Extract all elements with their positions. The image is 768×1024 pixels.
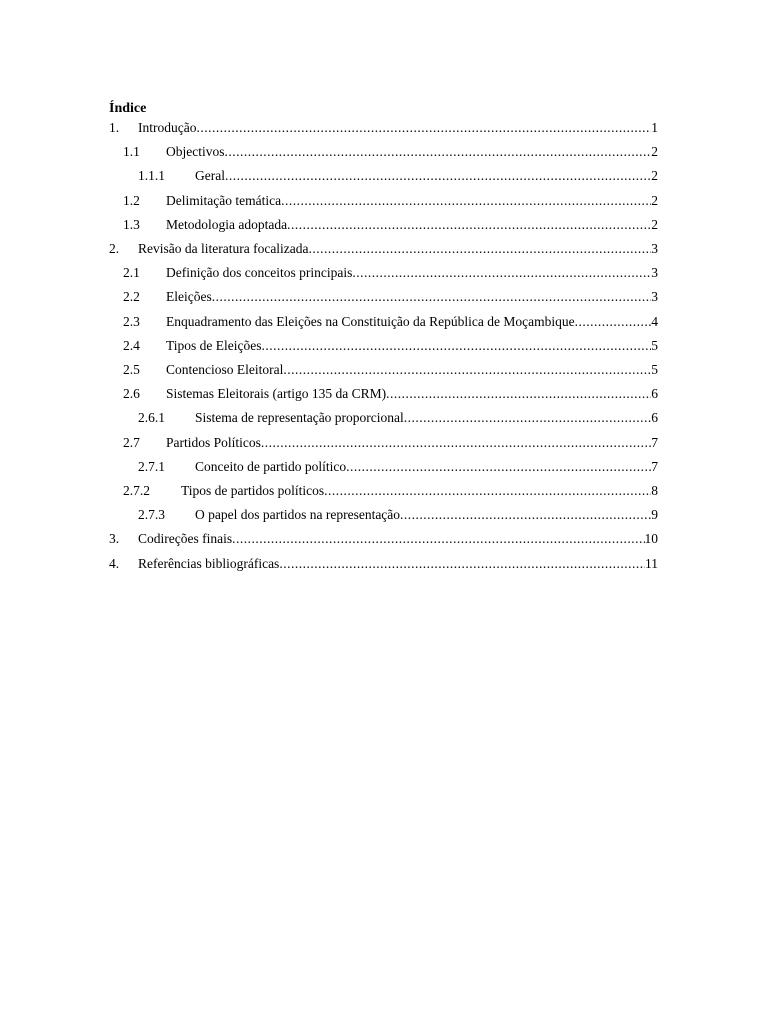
toc-entry[interactable] bbox=[109, 530, 658, 548]
toc-entry-line bbox=[138, 530, 658, 548]
toc-entry-page-number: 6 bbox=[651, 410, 658, 426]
toc-entry-line bbox=[166, 434, 658, 452]
toc-entry-page-number: 6 bbox=[651, 386, 658, 402]
toc-entry-number: 1. bbox=[109, 120, 120, 135]
toc-entry-number: 1.1 bbox=[123, 144, 140, 160]
toc-entry-line bbox=[166, 337, 658, 355]
toc-entry-line bbox=[166, 385, 658, 403]
dot-leader bbox=[212, 288, 652, 306]
dot-leader bbox=[352, 264, 651, 282]
toc-entry[interactable] bbox=[138, 458, 658, 476]
dot-leader bbox=[400, 506, 651, 524]
toc-entry[interactable] bbox=[109, 119, 658, 137]
toc-entry-page-number: 11 bbox=[645, 555, 658, 571]
toc-entry-number: 1.1.1 bbox=[138, 168, 165, 184]
toc-entry-label: Partidos Políticos bbox=[166, 434, 261, 450]
toc-entry-line bbox=[166, 313, 658, 331]
toc-entry-page-number: 5 bbox=[651, 362, 658, 377]
dot-leader bbox=[196, 119, 651, 137]
toc-entry-line bbox=[195, 506, 658, 524]
toc-entry[interactable] bbox=[123, 361, 658, 379]
toc-entry[interactable] bbox=[109, 555, 658, 573]
dot-leader bbox=[575, 313, 652, 331]
toc-entry-number: 2.4 bbox=[123, 337, 140, 353]
toc-entry[interactable] bbox=[123, 482, 658, 500]
toc-entry-number: 2.6 bbox=[123, 386, 140, 402]
toc-entry-number: 2.6.1 bbox=[138, 410, 165, 426]
toc-entry[interactable] bbox=[123, 264, 658, 282]
toc-entry-page-number: 2 bbox=[651, 144, 658, 160]
toc-entry-label: O papel dos partidos na representação bbox=[195, 507, 401, 523]
toc-entry-line bbox=[166, 288, 658, 306]
toc-entry-number: 3. bbox=[109, 531, 120, 547]
toc-entry-label: Sistema de representação proporcional bbox=[195, 410, 404, 426]
toc-entry-page-number: 9 bbox=[651, 507, 658, 523]
toc-entry-number: 4. bbox=[109, 555, 120, 571]
toc-entry-page-number: 2 bbox=[651, 216, 658, 232]
dot-leader bbox=[346, 458, 651, 476]
toc-entry-line bbox=[138, 119, 658, 137]
toc-entry-number: 1.3 bbox=[123, 216, 140, 232]
toc-entry-page-number: 7 bbox=[651, 434, 658, 450]
toc-entry-number: 2.7.1 bbox=[138, 458, 165, 474]
toc-entry[interactable] bbox=[138, 167, 658, 185]
dot-leader bbox=[283, 361, 651, 379]
toc-entry-label: Contencioso Eleitoral bbox=[166, 362, 284, 377]
toc-entry-line bbox=[138, 240, 658, 258]
dot-leader bbox=[281, 192, 651, 210]
dot-leader bbox=[225, 167, 651, 185]
toc-entry-page-number: 4 bbox=[651, 313, 658, 329]
toc-entry-line bbox=[195, 409, 658, 427]
toc-entry-label: Sistemas Eleitorais (artigo 135 da CRM) bbox=[166, 386, 387, 402]
toc-entry-line bbox=[181, 482, 658, 500]
toc-entry-line bbox=[166, 143, 658, 161]
toc-entry-label: Objectivos bbox=[166, 144, 225, 160]
toc-entry-number: 2. bbox=[109, 241, 120, 256]
toc-entry-page-number: 2 bbox=[651, 192, 658, 208]
toc-entry[interactable] bbox=[138, 506, 658, 524]
toc-entry-label: Enquadramento das Eleições na Constituição da República de Moçambique bbox=[166, 313, 575, 329]
toc-entry-line bbox=[166, 192, 658, 210]
toc-entry-page-number: 5 bbox=[651, 337, 658, 353]
toc-entry[interactable] bbox=[123, 143, 658, 161]
toc-entry-line bbox=[166, 216, 658, 234]
toc-entry-page-number: 2 bbox=[651, 168, 658, 184]
toc-entry-number: 2.7 bbox=[123, 434, 140, 450]
toc-entry[interactable] bbox=[123, 192, 658, 210]
toc-entry-label: Eleições bbox=[166, 289, 212, 305]
toc-entry-line bbox=[138, 555, 658, 573]
toc-entry-page-number: 3 bbox=[651, 289, 658, 305]
dot-leader bbox=[261, 434, 651, 452]
toc-entry-label: Codireções finais bbox=[138, 531, 233, 547]
dot-leader bbox=[309, 240, 652, 258]
toc-entry-number: 2.3 bbox=[123, 313, 140, 329]
toc-entry-page-number: 8 bbox=[651, 483, 658, 498]
toc-entry-page-number: 3 bbox=[651, 241, 658, 256]
toc-entry[interactable] bbox=[123, 313, 658, 331]
dot-leader bbox=[287, 216, 651, 234]
toc-entry-line bbox=[166, 361, 658, 379]
toc-entry-label: Introdução bbox=[138, 120, 197, 135]
toc-entry-label: Revisão da literatura focalizada bbox=[138, 241, 309, 256]
toc-entry-page-number: 7 bbox=[651, 458, 658, 474]
toc-entry-page-number: 3 bbox=[651, 265, 658, 281]
toc-entry-label: Tipos de partidos políticos bbox=[181, 483, 325, 498]
toc-entry-line bbox=[195, 458, 658, 476]
dot-leader bbox=[386, 385, 651, 403]
toc-entry-number: 2.2 bbox=[123, 289, 140, 305]
toc-entry-label: Delimitação temática bbox=[166, 192, 282, 208]
toc-entry-number: 2.1 bbox=[123, 265, 140, 281]
toc-entry-number: 2.5 bbox=[123, 362, 140, 377]
toc-entry-label: Referências bibliográficas bbox=[138, 555, 280, 571]
toc-entry-label: Definição dos conceitos principais bbox=[166, 265, 353, 281]
toc-title: Índice bbox=[109, 101, 147, 116]
toc-entry[interactable] bbox=[123, 337, 658, 355]
toc-entry[interactable] bbox=[109, 240, 658, 258]
dot-leader bbox=[279, 555, 645, 573]
toc-entry-number: 1.2 bbox=[123, 192, 140, 208]
toc-entry-page-number: 1 bbox=[651, 120, 658, 135]
toc-entry-number: 2.7.3 bbox=[138, 507, 165, 523]
toc-entry-line bbox=[195, 167, 658, 185]
toc-entry[interactable] bbox=[123, 434, 658, 452]
toc-entry[interactable] bbox=[138, 409, 658, 427]
toc-entry-label: Conceito de partido político bbox=[195, 458, 347, 474]
dot-leader bbox=[232, 530, 644, 548]
toc-entry[interactable] bbox=[123, 288, 658, 306]
toc-entry[interactable] bbox=[123, 385, 658, 403]
toc-entry-page-number: 10 bbox=[644, 531, 658, 547]
toc-entry-label: Geral bbox=[195, 168, 225, 184]
dot-leader bbox=[225, 143, 652, 161]
toc-entry-label: Metodologia adoptada bbox=[166, 216, 288, 232]
dot-leader bbox=[262, 337, 652, 355]
toc-entry-number: 2.7.2 bbox=[123, 483, 150, 498]
toc-entry-label: Tipos de Eleições bbox=[166, 337, 262, 353]
toc-entry-line bbox=[166, 264, 658, 282]
dot-leader bbox=[404, 409, 651, 427]
toc-entry[interactable] bbox=[123, 216, 658, 234]
dot-leader bbox=[324, 482, 651, 500]
